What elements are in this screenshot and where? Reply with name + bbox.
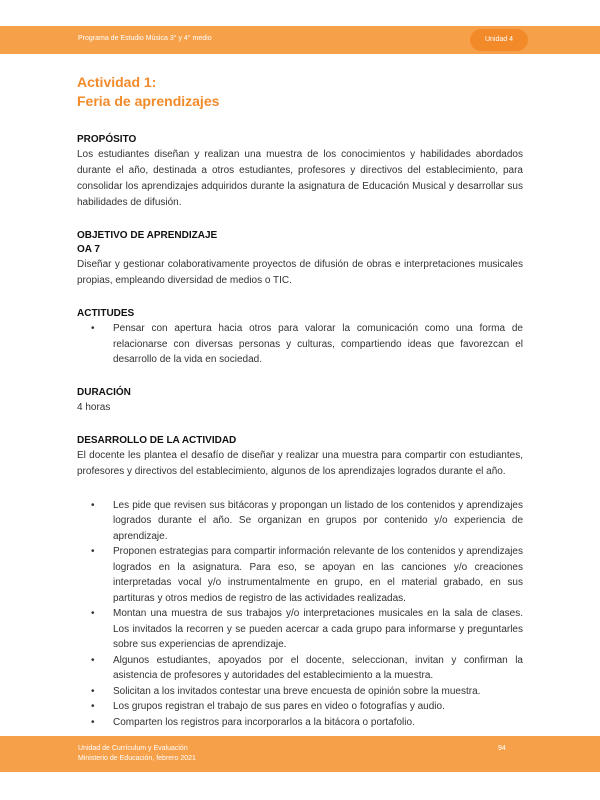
section-objetivo bbox=[77, 229, 523, 289]
list-item-text: Comparten los registros para incorporarlos a la bitácora o portafolio. bbox=[113, 716, 415, 728]
proposito-text: Los estudiantes diseñan y realizan una muestra de los conocimientos y habilidades abordados durante el año, destinada a otros estudiantes, profesores y directivos del establecimiento, para consolidar los aprendizajes adquiridos durante la asignatura de Educación Musical y desarrollar sus habilidades de difusión. bbox=[77, 149, 523, 208]
list-item-text: Algunos estudiantes, apoyados por el docente, seleccionan, invitan y confirman la asistencia de profesores y autoridades del establecimiento a la muestra. bbox=[113, 654, 523, 681]
list-item-text: Los grupos registran el trabajo de sus pares en video o fotografías y audio. bbox=[113, 701, 445, 712]
actitudes-heading: ACTITUDES bbox=[77, 308, 135, 319]
objetivo-code: OA 7 bbox=[77, 244, 100, 255]
activity-title bbox=[77, 73, 523, 111]
objetivo-heading: OBJETIVO DE APRENDIZAJE bbox=[77, 230, 218, 241]
list-item bbox=[77, 498, 523, 545]
footer-bar bbox=[0, 736, 600, 772]
bullet-icon: • bbox=[91, 701, 95, 712]
section-proposito bbox=[77, 133, 523, 211]
bullet-icon: • bbox=[91, 685, 95, 697]
actitudes-list bbox=[77, 321, 523, 368]
desarrollo-heading: DESARROLLO DE LA ACTIVIDAD bbox=[77, 434, 237, 446]
bullet-icon: • bbox=[91, 546, 95, 557]
proposito-heading: PROPÓSITO bbox=[77, 134, 137, 145]
list-item bbox=[77, 684, 523, 700]
list-item-text: Solicitan a los invitados contestar una breve encuesta de opinión sobre la muestra. bbox=[113, 685, 481, 697]
unit-badge: Unidad 4 bbox=[470, 29, 528, 51]
desarrollo-list bbox=[77, 498, 523, 731]
duracion-text: 4 horas bbox=[77, 401, 111, 413]
list-item bbox=[77, 699, 523, 715]
header-bar bbox=[0, 26, 600, 54]
section-desarrollo bbox=[77, 434, 523, 731]
list-item bbox=[77, 606, 523, 653]
list-item-text: Pensar con apertura hacia otros para valorar la comunicación como una forma de relacionarse con diversas personas y culturas, compartiendo ideas que favorezcan el desarrollo de la vida en sociedad. bbox=[113, 323, 523, 365]
activity-title-line1: Actividad 1: bbox=[77, 74, 157, 90]
footer-ministry: Ministerio de Educación, febrero 2021 bbox=[78, 755, 196, 762]
page-number: 94 bbox=[498, 745, 506, 752]
objetivo-text: Diseñar y gestionar colaborativamente proyectos de difusión de obras e interpretaciones musicales propias, empleando diversidad de medios o TIC. bbox=[77, 259, 523, 286]
footer-unit: Unidad de Currículum y Evaluación bbox=[78, 745, 188, 752]
list-item bbox=[77, 321, 523, 368]
list-item bbox=[77, 653, 523, 684]
list-item-text: Proponen estrategias para compartir información relevante de los contenidos y aprendizajes logrados en la asignatura. Para eso, se apoyan en las canciones y/o creaciones interpretadas vocal y/o instrumentalmente en grupo, en el material grabado, en sus partituras y otros medios de registro de las actividades realizadas. bbox=[113, 546, 523, 604]
bullet-icon: • bbox=[91, 608, 95, 619]
list-item bbox=[77, 715, 523, 731]
bullet-icon: • bbox=[91, 654, 95, 666]
section-actitudes bbox=[77, 307, 523, 368]
list-item-text: Montan una muestra de sus trabajos y/o interpretaciones musicales en la sala de clases. Los invitados la recorren y se pueden acercar a cada grupo para informarse y preguntarles sobre sus experiencias de aprendizaje. bbox=[113, 608, 523, 650]
bullet-icon: • bbox=[91, 499, 95, 511]
section-duracion bbox=[77, 386, 523, 416]
desarrollo-intro: El docente les plantea el desafío de diseñar y realizar una muestra para compartir con estudiantes, profesores y directivos del establecimiento, algunos de los aprendizajes logrados durante el año. bbox=[77, 449, 523, 477]
activity-title-line2: Feria de aprendizajes bbox=[77, 93, 220, 109]
duracion-heading: DURACIÓN bbox=[77, 386, 131, 398]
page-content bbox=[77, 73, 523, 730]
bullet-icon: • bbox=[91, 323, 95, 334]
bullet-icon: • bbox=[91, 716, 95, 728]
list-item-text: Les pide que revisen sus bitácoras y propongan un listado de los contenidos y aprendizajes logrados durante el año. Se organizan en grupos por contenido y/o experiencia de aprendizaje. bbox=[113, 499, 523, 542]
program-title: Programa de Estudio Música 3° y 4° medio bbox=[78, 35, 212, 42]
list-item bbox=[77, 544, 523, 606]
